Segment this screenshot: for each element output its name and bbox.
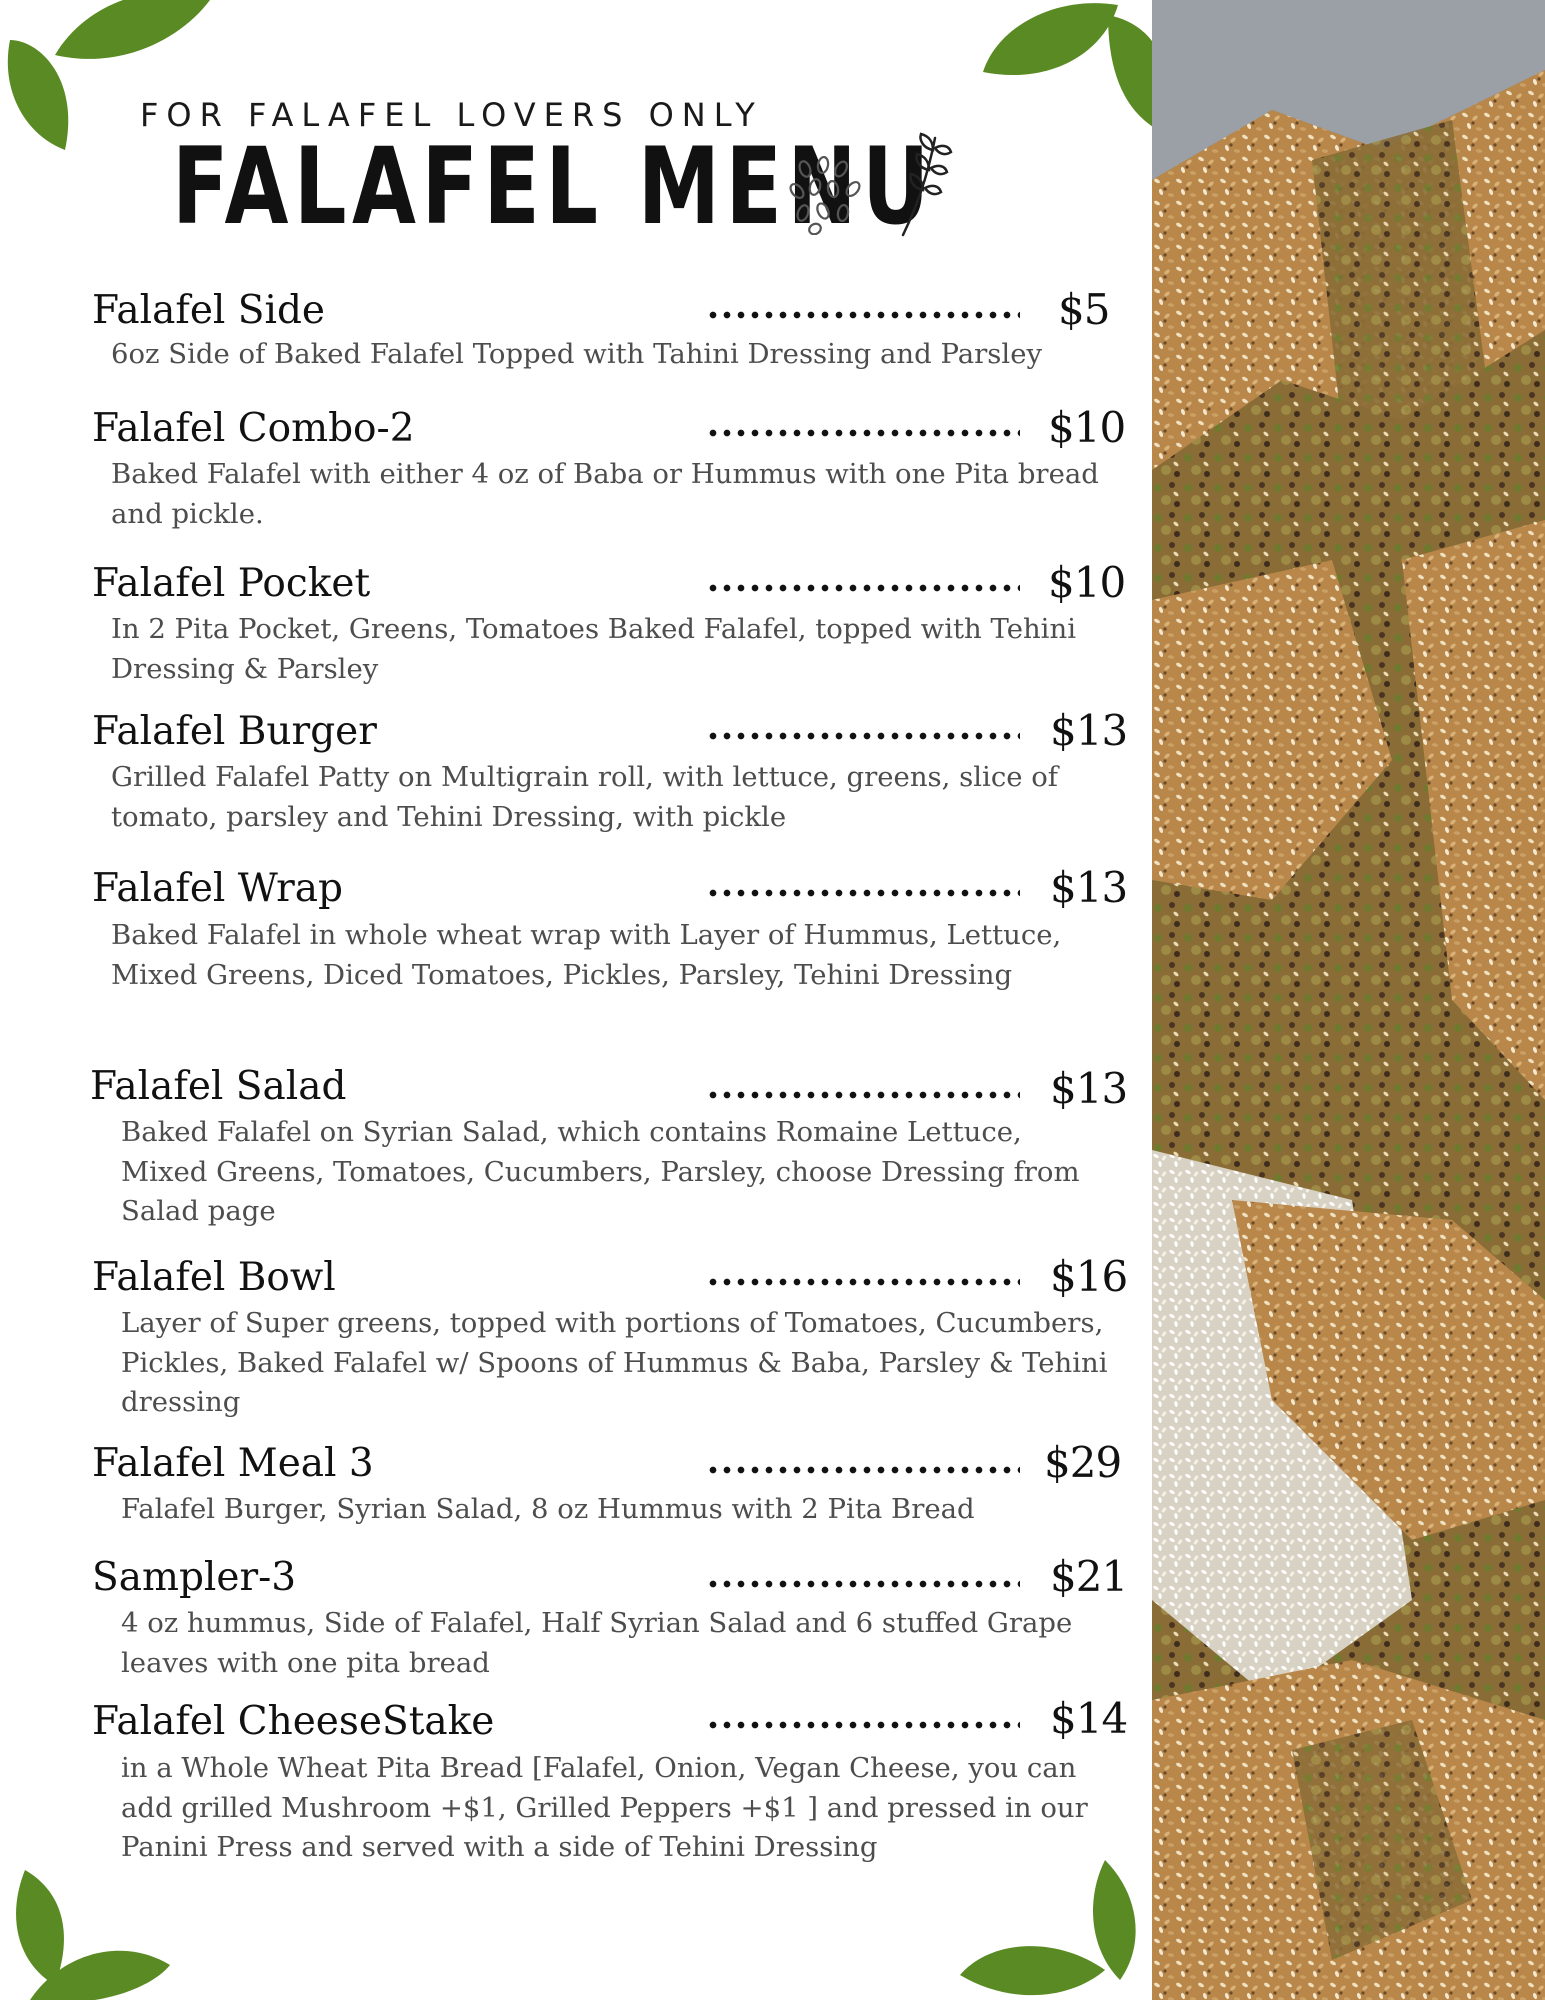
tagline: FOR FALAFEL LOVERS ONLY xyxy=(140,96,763,134)
dot-leader xyxy=(706,1091,1020,1099)
sesame-seeds-icon xyxy=(785,155,870,235)
top-right-leaves-icon xyxy=(978,0,1178,135)
menu-item-name: Falafel Meal 3 xyxy=(92,1441,374,1486)
page-title: FALAFEL MENU xyxy=(172,125,935,248)
menu-item-description: 6oz Side of Baked Falafel Topped with Tahini Dressing and Parsley xyxy=(111,338,1042,370)
menu-item-name: Falafel Salad xyxy=(90,1064,347,1109)
dot-leader xyxy=(706,311,1020,319)
menu-item-name: Falafel Wrap xyxy=(92,866,343,911)
wheat-icon xyxy=(895,130,955,240)
menu-item-description: in a Whole Wheat Pita Bread [Falafel, Onion, Vegan Cheese, you can add grilled Mushroom +$1, Grilled Peppers +$1 ] and pressed in our Panini Press and served with a side of Tehini Dressing xyxy=(121,1752,1088,1863)
dot-leader xyxy=(706,584,1020,592)
menu-item-price: $14 xyxy=(1050,1694,1128,1743)
menu-item-price: $16 xyxy=(1050,1252,1128,1301)
bottom-left-leaves-icon xyxy=(0,1860,190,2000)
menu-item-description: Baked Falafel on Syrian Salad, which contains Romaine Lettuce, Mixed Greens, Tomatoes, Cucumbers, Parsley, choose Dressing from Salad page xyxy=(121,1116,1080,1227)
dot-leader xyxy=(706,1278,1020,1286)
menu-item-name: Sampler-3 xyxy=(92,1555,297,1600)
menu-item-description: Baked Falafel with either 4 oz of Baba or Hummus with one Pita bread and pickle. xyxy=(111,458,1099,530)
menu-item-price: $13 xyxy=(1050,706,1128,755)
menu-item-price: $13 xyxy=(1050,1064,1128,1113)
menu-item-description: In 2 Pita Pocket, Greens, Tomatoes Baked Falafel, topped with Tehini Dressing & Parsley xyxy=(111,613,1076,685)
menu-item-price: $21 xyxy=(1050,1552,1128,1601)
menu-item-price: $10 xyxy=(1048,403,1126,452)
dot-leader xyxy=(706,1721,1020,1729)
menu-item-price: $5 xyxy=(1058,285,1110,334)
menu-item-name: Falafel Combo-2 xyxy=(92,406,415,451)
menu-item-description: Layer of Super greens, topped with portions of Tomatoes, Cucumbers, Pickles, Baked Falafel w/ Spoons of Hummus & Baba, Parsley & Tehini dressing xyxy=(121,1307,1108,1418)
dot-leader xyxy=(706,732,1020,740)
menu-item-description: 4 oz hummus, Side of Falafel, Half Syrian Salad and 6 stuffed Grape leaves with one pita bread xyxy=(121,1607,1073,1679)
menu-item-description: Grilled Falafel Patty on Multigrain roll, with lettuce, greens, slice of tomato, parsley and Tehini Dressing, with pickle xyxy=(111,761,1058,833)
menu-item-name: Falafel Side xyxy=(92,288,326,333)
dot-leader xyxy=(706,1580,1020,1588)
falafel-photo xyxy=(1152,0,1545,2000)
bottom-right-leaves-icon xyxy=(955,1855,1155,2000)
menu-item-price: $29 xyxy=(1044,1438,1122,1487)
menu-item-description: Falafel Burger, Syrian Salad, 8 oz Hummus with 2 Pita Bread xyxy=(121,1493,975,1525)
menu-item-name: Falafel Burger xyxy=(92,709,377,754)
menu-item-name: Falafel Pocket xyxy=(92,561,371,606)
menu-item-name: Falafel CheeseStake xyxy=(92,1699,495,1744)
menu-item-price: $13 xyxy=(1050,863,1128,912)
menu-item-description: Baked Falafel in whole wheat wrap with Layer of Hummus, Lettuce, Mixed Greens, Diced Tomatoes, Pickles, Parsley, Tehini Dressing xyxy=(111,919,1062,991)
menu-item-price: $10 xyxy=(1048,558,1126,607)
dot-leader xyxy=(706,1466,1020,1474)
menu-item-name: Falafel Bowl xyxy=(92,1255,336,1300)
dot-leader xyxy=(706,889,1020,897)
dot-leader xyxy=(706,429,1020,437)
